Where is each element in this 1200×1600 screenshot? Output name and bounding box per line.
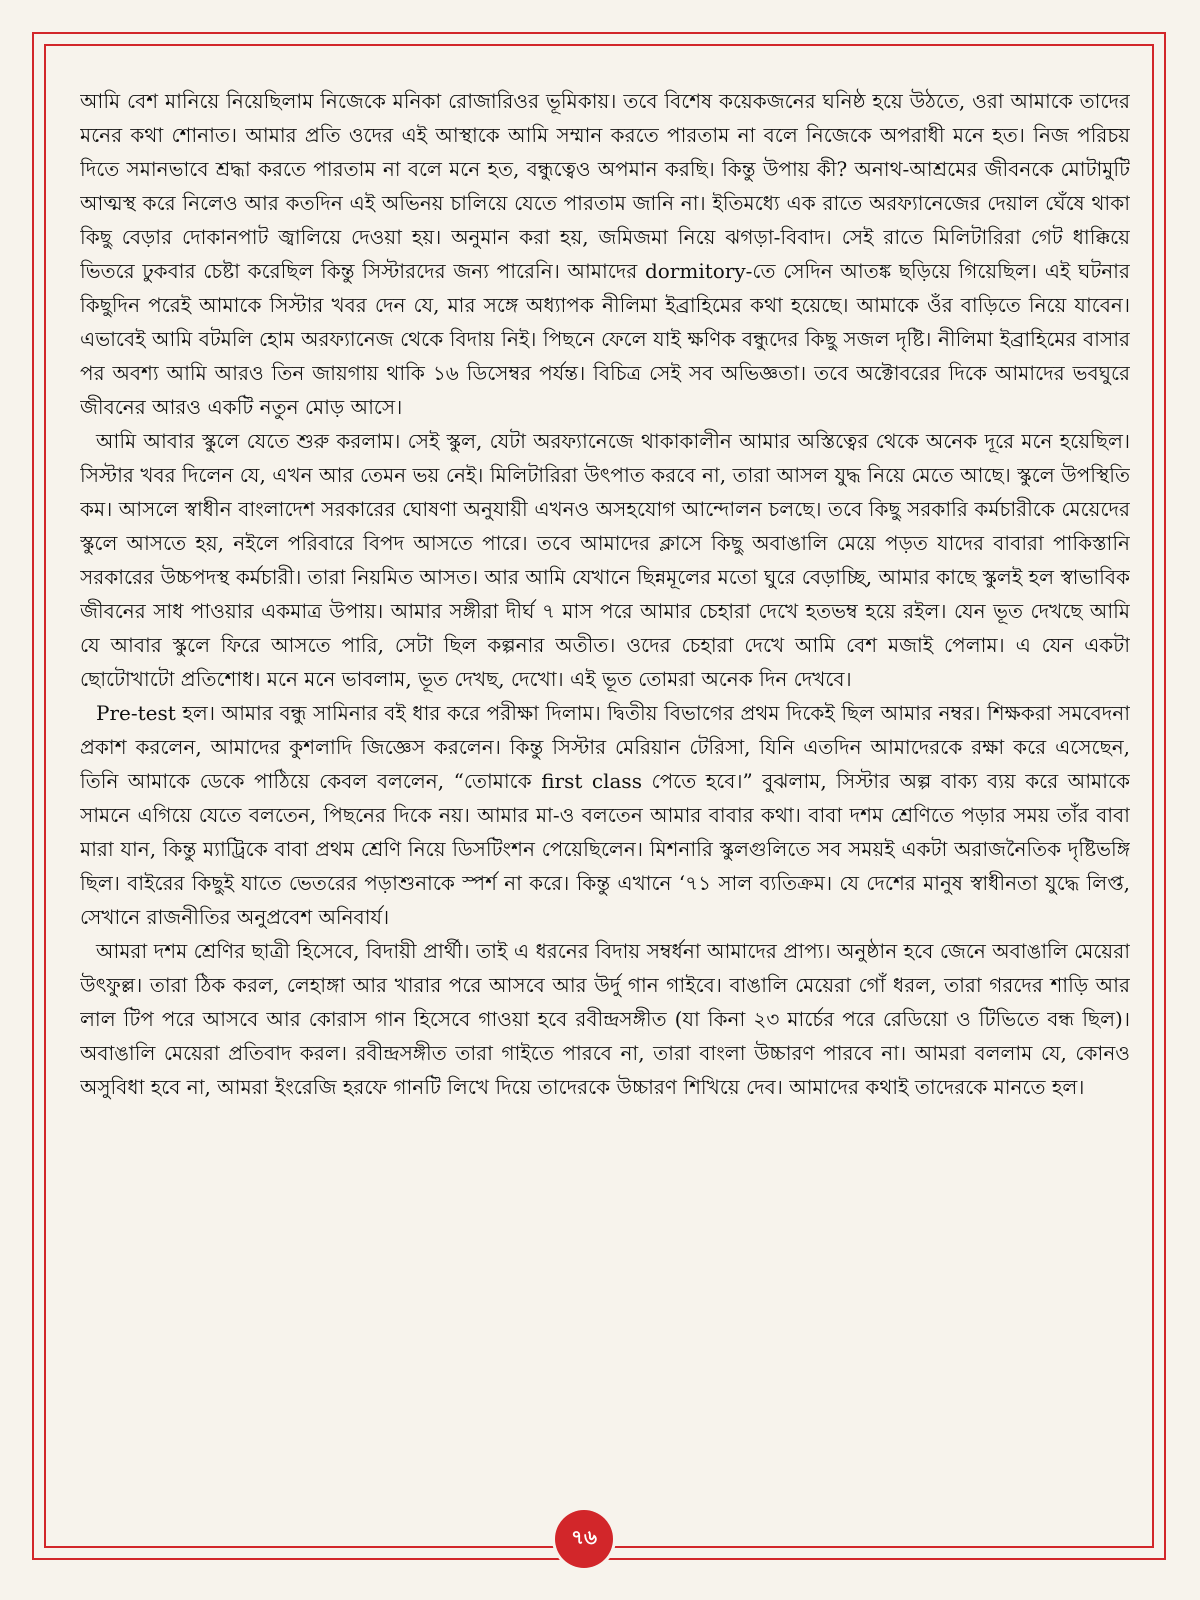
paragraph-2: আমি আবার স্কুলে যেতে শুরু করলাম। সেই স্কুল, যেটা অরফ্যানেজে থাকাকালীন আমার অস্তিত্বের থেকে অনেক দূরে মনে হয়েছিল। সিস্টার খবর দিলেন যে, এখন আর তেমন ভয় নেই। মিলিটারিরা উৎপাত করবে না, তারা আসল যুদ্ধ নিয়ে মেতে আছে। স্কুলে উপস্থিতি কম। আসলে স্বাধীন বাংলাদেশ সরকারের ঘোষণা অনুযায়ী এখনও অসহযোগ আন্দোলন চলছে। তবে কিছু সরকারি কর্মচারীকে মেয়েদের স্কুলে আসতে হয়, নইলে পরিবারে বিপদ আসতে পারে। তবে আমাদের ক্লাসে কিছু অবাঙালি মেয়ে পড়ত যাদের বাবারা পাকিস্তানি সরকারের উচ্চপদস্থ কর্মচারী। তারা নিয়মিত আসত। আর আমি যেখানে ছিন্নমূলের মতো ঘুরে বেড়াচ্ছি, আমার কাছে স্কুলই হল স্বাভাবিক জীবনের সাধ পাওয়ার একমাত্র উপায়। আমার সঙ্গীরা দীর্ঘ ৭ মাস পরে আমার চেহারা দেখে হতভম্ব হয়ে রইল। যেন ভূত দেখছে আমি যে আবার স্কুলে ফিরে আসতে পারি, সেটা ছিল কল্পনার অতীত। ওদের চেহারা দেখে আমি বেশ মজাই পেলাম। এ যেন একটা ছোটোখাটো প্রতিশোধ। মনে মনে ভাবলাম, ভূত দেখছ, দেখো। এই ভূত তোমরা অনেক দিন দেখবে। <box>80 429 1130 691</box>
page-body <box>80 84 1130 1544</box>
paragraph-3: Pre-test হল। আমার বন্ধু সামিনার বই ধার করে পরীক্ষা দিলাম। দ্বিতীয় বিভাগের প্রথম দিকেই ছিল আমার নম্বর। শিক্ষকরা সমবেদনা প্রকাশ করলেন, আমাদের কুশলাদি জিজ্ঞেস করলেন। কিন্তু সিস্টার মেরিয়ান টেরিসা, যিনি এতদিন আমাদেরকে রক্ষা করে এসেছেন, তিনি আমাকে ডেকে পাঠিয়ে কেবল বললেন, “তোমাকে first class পেতে হবে।” বুঝলাম, সিস্টার অল্প বাক্য ব্যয় করে আমাকে সামনে এগিয়ে যেতে বলতেন, পিছনের দিকে নয়। আমার মা-ও বলতেন আমার বাবার কথা। বাবা দশম শ্রেণিতে পড়ার সময় তাঁর বাবা মারা যান, কিন্তু ম্যাট্রিকে বাবা প্রথম শ্রেণি নিয়ে ডিসটিংশন পেয়েছিলেন। মিশনারি স্কুলগুলিতে সব সময়ই একটা অরাজনৈতিক দৃষ্টিভঙ্গি ছিল। বাইরের কিছুই যাতে ভেতরের পড়াশুনাকে স্পর্শ না করে। কিন্তু এখানে ‘৭১ সাল ব্যতিক্রম। যে দেশের মানুষ স্বাধীনতা যুদ্ধে লিপ্ত, সেখানে রাজনীতির অনুপ্রবেশ অনিবার্য। <box>80 701 1130 929</box>
paragraph-1: আমি বেশ মানিয়ে নিয়েছিলাম নিজেকে মনিকা রোজারিওর ভূমিকায়। তবে বিশেষ কয়েকজনের ঘনিষ্ঠ হয়ে উঠতে, ওরা আমাকে তাদের মনের কথা শোনাত। আমার প্রতি ওদের এই আস্থাকে আমি সম্মান করতে পারতাম না বলে নিজেকে অপরাধী মনে হত। নিজ পরিচয় দিতে সমানভাবে শ্রদ্ধা করতে পারতাম না বলে মনে হত, বন্ধুত্বেও অপমান করছি। কিন্তু উপায় কী? অনাথ-আশ্রমের জীবনকে মোটামুটি আত্মস্থ করে নিলেও আর কতদিন এই অভিনয় চালিয়ে যেতে পারতাম জানি না। ইতিমধ্যে এক রাতে অরফ্যানেজের দেয়াল ঘেঁষে থাকা কিছু বেড়ার দোকানপাট জ্বালিয়ে দেওয়া হয়। অনুমান করা হয়, জমিজমা নিয়ে ঝগড়া-বিবাদ। সেই রাতে মিলিটারিরা গেট ধাক্কিয়ে ভিতরে ঢুকবার চেষ্টা করেছিল কিন্তু সিস্টারদের জন্য পারেনি। আমাদের dormitory-তে সেদিন আতঙ্ক ছড়িয়ে গিয়েছিল। এই ঘটনার কিছুদিন পরেই আমাকে সিস্টার খবর দেন যে, মার সঙ্গে অধ্যাপক নীলিমা ইব্রাহিমের কথা হয়েছে। আমাকে ওঁর বাড়িতে নিয়ে যাবেন। এভাবেই আমি বটমলি হোম অরফ্যানেজ থেকে বিদায় নিই। পিছনে ফেলে যাই ক্ষণিক বন্ধুদের কিছু সজল দৃষ্টি। নীলিমা ইব্রাহিমের বাসার পর অবশ্য আমি আরও তিন জায়গায় থাকি ১৬ ডিসেম্বর পর্যন্ত। বিচিত্র সেই সব অভিজ্ঞতা। তবে অক্টোবরের দিকে আমাদের ভবঘুরে জীবনের আরও একটি নতুন মোড় আসে। <box>80 89 1130 419</box>
page-number: ৭৬ <box>555 1510 613 1568</box>
paragraph-4: আমরা দশম শ্রেণির ছাত্রী হিসেবে, বিদায়ী প্রার্থী। তাই এ ধরনের বিদায় সম্বর্ধনা আমাদের প্রাপ্য। অনুষ্ঠান হবে জেনে অবাঙালি মেয়েরা উৎফুল্ল। তারা ঠিক করল, লেহাঙ্গা আর খারার পরে আসবে আর উর্দু গান গাইবে। বাঙালি মেয়েরা গোঁ ধরল, তারা গরদের শাড়ি আর লাল টিপ পরে আসবে আর কোরাস গান হিসেবে গাওয়া হবে রবীন্দ্রসঙ্গীত (যা কিনা ২৩ মার্চের পরে রেডিয়ো ও টিভিতে বন্ধ ছিল)। অবাঙালি মেয়েরা প্রতিবাদ করল। রবীন্দ্রসঙ্গীত তারা গাইতে পারবে না, তারা বাংলা উচ্চারণ পারবে না। আমরা বললাম যে, কোনও অসুবিধা হবে না, আমরা ইংরেজি হরফে গানটি লিখে দিয়ে তাদেরকে উচ্চারণ শিখিয়ে দেব। আমাদের কথাই তাদেরকে মানতে হল। <box>80 939 1130 1099</box>
